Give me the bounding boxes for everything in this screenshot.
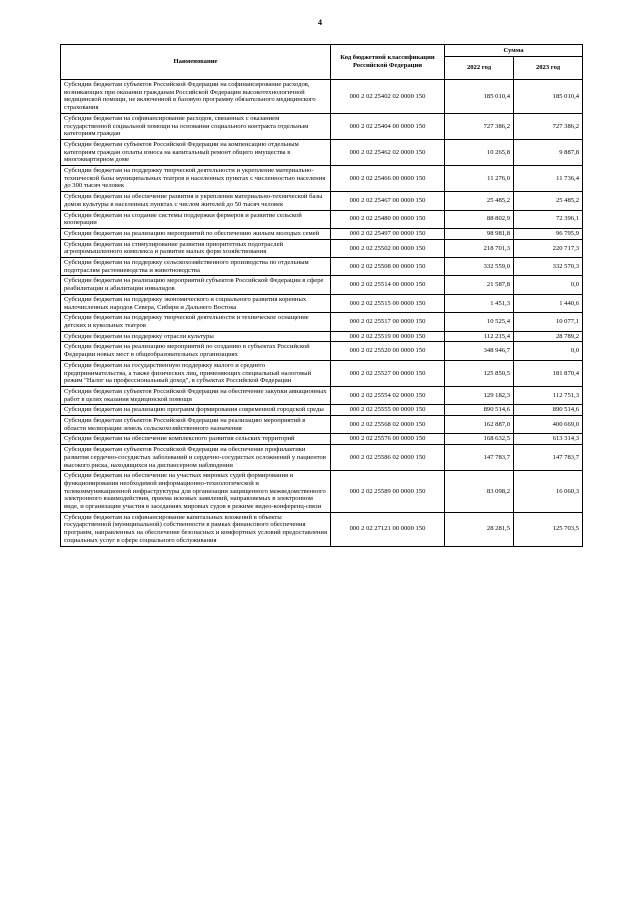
- budget-subsidies-table: [60, 44, 583, 547]
- row-value-2022-cell: 125 850,5: [445, 360, 514, 386]
- row-name-cell: Субсидии бюджетам на реализацию программ формирования современной городской среды: [61, 405, 331, 416]
- row-code-cell: 000 2 02 25576 00 0000 150: [331, 434, 445, 445]
- row-code-cell: 000 2 02 25508 00 0000 150: [331, 258, 445, 276]
- table-row: [61, 113, 583, 139]
- row-value-2023-cell: 96 795,9: [514, 228, 583, 239]
- table-body: [61, 80, 583, 547]
- table-row: [61, 294, 583, 312]
- row-code-cell: 000 2 02 25554 02 0000 150: [331, 386, 445, 404]
- row-name-cell: Субсидии бюджетам на поддержку сельскохозяйственного производства по отдельным подотраслям растениеводства и животноводства: [61, 258, 331, 276]
- row-name-cell: Субсидии бюджетам на поддержку творческой деятельности и техническое оснащение детских и кукольных театров: [61, 313, 331, 331]
- row-value-2022-cell: 83 098,2: [445, 471, 514, 513]
- row-value-2023-cell: 1 440,6: [514, 294, 583, 312]
- row-value-2023-cell: 613 314,3: [514, 434, 583, 445]
- row-value-2023-cell: 727 386,2: [514, 113, 583, 139]
- row-value-2022-cell: 162 887,0: [445, 416, 514, 434]
- header-row-top: [61, 45, 583, 57]
- row-value-2022-cell: 11 276,0: [445, 166, 514, 192]
- table-row: [61, 445, 583, 471]
- row-code-cell: 000 2 02 25520 00 0000 150: [331, 342, 445, 360]
- row-value-2022-cell: 147 783,7: [445, 445, 514, 471]
- table-row: [61, 471, 583, 513]
- table-row: [61, 228, 583, 239]
- row-code-cell: 000 2 02 27121 00 0000 150: [331, 512, 445, 546]
- row-value-2023-cell: 11 736,4: [514, 166, 583, 192]
- row-code-cell: 000 2 02 25462 02 0000 150: [331, 139, 445, 165]
- row-value-2022-cell: 218 701,3: [445, 239, 514, 257]
- header-year-2023: 2023 год: [514, 57, 583, 80]
- row-code-cell: 000 2 02 25497 00 0000 150: [331, 228, 445, 239]
- table-row: [61, 210, 583, 228]
- row-name-cell: Субсидии бюджетам на поддержку экономического и социального развития коренных малочисленных народов Севера, Сибири и Дальнего Востока: [61, 294, 331, 312]
- row-name-cell: Субсидии бюджетам субъектов Российской Федерации на обеспечение закупки авиационных работ в целях оказания медицинской помощи: [61, 386, 331, 404]
- row-name-cell: Субсидии бюджетам субъектов Российской Федерации на компенсацию отдельным категориям граждан оплаты взноса на капитальный ремонт общего имущества в многоквартирном доме: [61, 139, 331, 165]
- row-code-cell: 000 2 02 25589 00 0000 150: [331, 471, 445, 513]
- row-code-cell: 000 2 02 25502 00 0000 150: [331, 239, 445, 257]
- row-value-2023-cell: 25 485,2: [514, 192, 583, 210]
- row-value-2023-cell: 181 870,4: [514, 360, 583, 386]
- row-name-cell: Субсидии бюджетам на софинансирование капитальных вложений в объекты государственной (муниципальной) собственности в рамках финансового обеспечения программ, направленных на обеспечение безопасных и комфортных условий предоставления социальных услуг в сфере социального обслуживания: [61, 512, 331, 546]
- row-name-cell: Субсидии бюджетам на реализацию мероприятий по обеспечению жильем молодых семей: [61, 228, 331, 239]
- table-row: [61, 166, 583, 192]
- row-name-cell: Субсидии бюджетам на обеспечение на участках мировых судей формирования и функционирования необходимой информационно-технологической и телекоммуникационной инфраструктуры для организации защищенного межведомственного электронного взаимодействия, приема исковых заявлений, направляемых в электронном виде, и организации участия в заседаниях мировых судов в режиме видео-конференц-связи: [61, 471, 331, 513]
- row-value-2022-cell: 10 265,8: [445, 139, 514, 165]
- table-row: [61, 192, 583, 210]
- row-name-cell: Субсидии бюджетам на государственную поддержку малого и среднего предпринимательства, а также физических лиц, применяющих специальный налоговый режим "Налог на профессиональный доход", в субъектах Российской Федерации: [61, 360, 331, 386]
- row-value-2023-cell: 0,0: [514, 342, 583, 360]
- row-name-cell: Субсидии бюджетам на реализацию мероприятий субъектов Российской Федерации в сфере реабилитации и абилитации инвалидов: [61, 276, 331, 294]
- table-row: [61, 239, 583, 257]
- table-row: [61, 416, 583, 434]
- table-row: [61, 512, 583, 546]
- row-value-2022-cell: 98 981,8: [445, 228, 514, 239]
- row-code-cell: 000 2 02 25404 00 0000 150: [331, 113, 445, 139]
- row-value-2022-cell: 88 802,9: [445, 210, 514, 228]
- header-year-2022: 2022 год: [445, 57, 514, 80]
- row-value-2023-cell: 10 077,1: [514, 313, 583, 331]
- table-row: [61, 139, 583, 165]
- row-value-2023-cell: 16 060,3: [514, 471, 583, 513]
- table-row: [61, 331, 583, 342]
- table-header: [61, 45, 583, 80]
- row-code-cell: 000 2 02 25480 00 0000 150: [331, 210, 445, 228]
- row-code-cell: 000 2 02 25402 02 0000 150: [331, 80, 445, 114]
- row-value-2023-cell: 112 751,3: [514, 386, 583, 404]
- table-row: [61, 80, 583, 114]
- header-code: Код бюджетной классификации Российской Федерации: [331, 45, 445, 80]
- row-name-cell: Субсидии бюджетам на создание системы поддержки фермеров и развитие сельской кооперации: [61, 210, 331, 228]
- row-value-2023-cell: 185 010,4: [514, 80, 583, 114]
- row-value-2023-cell: 147 783,7: [514, 445, 583, 471]
- row-name-cell: Субсидии бюджетам на обеспечение развития и укрепления материально-технической базы домов культуры в населенных пунктах с числом жителей до 50 тысяч человек: [61, 192, 331, 210]
- row-value-2022-cell: 332 559,0: [445, 258, 514, 276]
- row-value-2022-cell: 185 010,4: [445, 80, 514, 114]
- table-row: [61, 360, 583, 386]
- row-code-cell: 000 2 02 25514 00 0000 150: [331, 276, 445, 294]
- row-value-2023-cell: 332 570,3: [514, 258, 583, 276]
- row-value-2022-cell: 168 632,5: [445, 434, 514, 445]
- row-name-cell: Субсидии бюджетам на обеспечение комплексного развития сельских территорий: [61, 434, 331, 445]
- row-code-cell: 000 2 02 25586 02 0000 150: [331, 445, 445, 471]
- row-value-2023-cell: 890 514,6: [514, 405, 583, 416]
- row-value-2023-cell: 0,0: [514, 276, 583, 294]
- row-name-cell: Субсидии бюджетам на поддержку отрасли культуры: [61, 331, 331, 342]
- row-value-2022-cell: 112 215,4: [445, 331, 514, 342]
- header-sum: Сумма: [445, 45, 583, 57]
- row-code-cell: 000 2 02 25555 00 0000 150: [331, 405, 445, 416]
- page-number: 4: [318, 18, 322, 27]
- table-row: [61, 434, 583, 445]
- table-row: [61, 276, 583, 294]
- row-value-2022-cell: 28 281,5: [445, 512, 514, 546]
- row-value-2022-cell: 1 451,3: [445, 294, 514, 312]
- table-row: [61, 258, 583, 276]
- row-value-2023-cell: 220 717,3: [514, 239, 583, 257]
- row-name-cell: Субсидии бюджетам субъектов Российской Федерации на обеспечение профилактики развития сердечно-сосудистых заболеваний и сердечно-сосудистых осложнений у пациентов высокого риска, находящихся на диспансерном наблюдении: [61, 445, 331, 471]
- table-row: [61, 313, 583, 331]
- row-value-2022-cell: 21 587,8: [445, 276, 514, 294]
- row-value-2022-cell: 129 182,3: [445, 386, 514, 404]
- row-value-2023-cell: 125 703,5: [514, 512, 583, 546]
- row-code-cell: 000 2 02 25467 00 0000 150: [331, 192, 445, 210]
- row-value-2022-cell: 10 525,4: [445, 313, 514, 331]
- table-row: [61, 386, 583, 404]
- row-name-cell: Субсидии бюджетам субъектов Российской Федерации на реализацию мероприятий в области мелиорации земель сельскохозяйственного назначения: [61, 416, 331, 434]
- row-name-cell: Субсидии бюджетам на стимулирование развития приоритетных подотраслей агропромышленного комплекса и развитие малых форм хозяйствования: [61, 239, 331, 257]
- row-code-cell: 000 2 02 25517 00 0000 150: [331, 313, 445, 331]
- row-value-2022-cell: 890 514,6: [445, 405, 514, 416]
- row-name-cell: Субсидии бюджетам на софинансирование расходов, связанных с оказанием государственной социальной помощи на основании социального контракта отдельным категориям граждан: [61, 113, 331, 139]
- table-row: [61, 342, 583, 360]
- row-name-cell: Субсидии бюджетам на реализацию мероприятий по созданию в субъектах Российской Федерации новых мест в общеобразовательных организациях: [61, 342, 331, 360]
- row-value-2023-cell: 9 887,8: [514, 139, 583, 165]
- row-value-2022-cell: 727 386,2: [445, 113, 514, 139]
- row-value-2023-cell: 400 669,0: [514, 416, 583, 434]
- row-code-cell: 000 2 02 25519 00 0000 150: [331, 331, 445, 342]
- row-name-cell: Субсидии бюджетам на поддержку творческой деятельности и укрепление материально-технической базы муниципальных театров в населенных пунктах с численностью населения до 300 тысяч человек: [61, 166, 331, 192]
- header-name: Наименование: [61, 45, 331, 80]
- row-code-cell: 000 2 02 25527 00 0000 150: [331, 360, 445, 386]
- row-code-cell: 000 2 02 25466 00 0000 150: [331, 166, 445, 192]
- table-row: [61, 405, 583, 416]
- row-name-cell: Субсидии бюджетам субъектов Российской Федерации на софинансирование расходов, возникающих при оказании гражданам Российской Федерации высокотехнологичной медицинской помощи, не включенной в базовую программу обязательного медицинского страхования: [61, 80, 331, 114]
- row-value-2023-cell: 72 396,1: [514, 210, 583, 228]
- row-value-2022-cell: 348 946,7: [445, 342, 514, 360]
- row-value-2023-cell: 28 789,2: [514, 331, 583, 342]
- row-code-cell: 000 2 02 25515 00 0000 150: [331, 294, 445, 312]
- row-value-2022-cell: 25 485,2: [445, 192, 514, 210]
- row-code-cell: 000 2 02 25568 02 0000 150: [331, 416, 445, 434]
